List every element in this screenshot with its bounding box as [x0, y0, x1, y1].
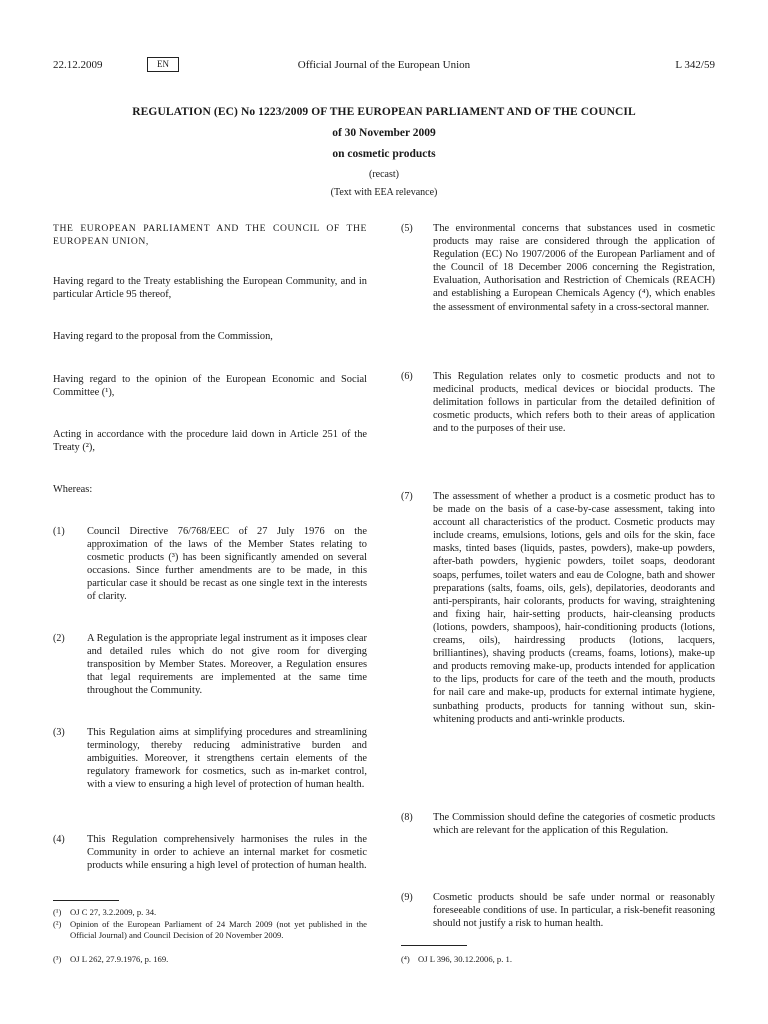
footnote-text: Opinion of the European Parliament of 24 March 2009 (not yet published in the Official Journal) and Council Decision of 20 November 2009.: [70, 919, 367, 940]
recital-number: (6): [401, 371, 413, 382]
regulation-subject: on cosmetic products: [332, 148, 436, 160]
citation-procedure: Acting in accordance with the procedure laid down in Article 251 of the Treaty (²),: [53, 429, 367, 454]
journal-title: Official Journal of the European Union: [297, 59, 471, 71]
recital-text: A Regulation is the appropriate legal instrument as it imposes clear and detailed rules which do not give room for diverging transposition by Member States. Moreover, a Regulation ensures that legal requirements are implemented at the same time throughout the Community.: [87, 633, 367, 697]
recital-text: Cosmetic products should be safe under normal or reasonably foreseeable conditions of use. In particular, a risk-benefit reasoning should not justify a risk to human health.: [433, 892, 715, 930]
recital-number: (8): [401, 812, 413, 823]
recital-text: The assessment of whether a product is a cosmetic product has to be made on the basis of a case-by-case assessment, taking into account all characteristics of the product. Cosmetic products may include creams, emulsions, lotions, gels and oils for the skin, face masks, tinted bases (liquids, pastes, powders), make-up powders, after-bath powders, hygienic powders, toilet soaps, deodorant soaps, perfumes, toilet waters and eau de Cologne, bath and shower preparations (salts, foams, oils, gels), depilatories, deodorants and anti-perspirants, hair colorants, products for waving, straightening and fixing hair, hair-setting products, hair-cleansing products (lotions, powders, shampoos), hair-conditioning products (lotions, creams, oils), hairdressing products (lotions, lacquers, brilliantines), shaving products (creams, foams, lotions), make-up and products removing make-up, products intended for application to the lips, products for care of the teeth and the mouth, products for nail care and make-up, products for external intimate hygiene, sunbathing products, products for tanning without sun, skin-whitening products and anti-wrinkle products.: [433, 491, 715, 725]
footnote-text: OJ L 262, 27.9.1976, p. 169.: [70, 954, 169, 964]
whereas-label: Whereas:: [53, 484, 93, 495]
preamble: THE EUROPEAN PARLIAMENT AND THE COUNCIL OF THE EUROPEAN UNION,: [53, 223, 367, 248]
footnote-divider: [53, 900, 119, 901]
recital-text: Council Directive 76/768/EEC of 27 July 1976 on the approximation of the laws of the Member States relating to cosmetic products (³) has been significantly amended on several occasions. Since further amendments are to be made, in this particular case it should be recast as one single text in the interests of clarity.: [87, 526, 367, 603]
citation-treaty: Having regard to the Treaty establishing the European Community, and in particular Article 95 thereof,: [53, 276, 367, 301]
recital-number: (1): [53, 526, 65, 537]
recital-number: (7): [401, 491, 413, 502]
recital-text: The Commission should define the categories of cosmetic products which are relevant for the application of this Regulation.: [433, 812, 715, 837]
recital-number: (2): [53, 633, 65, 644]
eea-relevance-note: (Text with EEA relevance): [330, 187, 438, 198]
footnote-number: (³): [53, 954, 62, 964]
recital-number: (3): [53, 727, 65, 738]
recital-text: The environmental concerns that substances used in cosmetic products may raise are considered through the application of Regulation (EC) No 1907/2006 of the European Parliament and of the Council of 18 December 2006 concerning the Registration, Evaluation, Authorisation and Restriction of Chemicals (REACH) and establishing a European Chemicals Agency (⁴), which enables the assessment of environmental safety in a cross-sectoral manner.: [433, 223, 715, 313]
footnote-number: (¹): [53, 907, 62, 917]
footnote-text: OJ L 396, 30.12.2006, p. 1.: [418, 954, 512, 964]
footnote-number: (⁴): [401, 954, 410, 964]
citation-proposal: Having regard to the proposal from the Commission,: [53, 331, 273, 342]
footnote-text: OJ C 27, 3.2.2009, p. 34.: [70, 907, 157, 917]
recital-text: This Regulation aims at simplifying procedures and streamlining terminology, thereby reducing administrative burden and ambiguities. Moreover, it strengthens certain elements of the regulatory framework for cosmetics, such as in-market control, with a view to ensuring a high level of protection of human health.: [87, 727, 367, 791]
regulation-recast-note: (recast): [369, 169, 399, 180]
recital-number: (4): [53, 834, 65, 845]
page-reference: L 342/59: [675, 59, 715, 71]
citation-esc-opinion: Having regard to the opinion of the European Economic and Social Committee (¹),: [53, 374, 367, 399]
journal-date: 22.12.2009: [53, 59, 103, 71]
recital-text: This Regulation comprehensively harmonises the rules in the Community in order to achieve an internal market for cosmetic products while ensuring a high level of protection of human health.: [87, 834, 367, 872]
footnote-divider: [401, 945, 467, 946]
recital-number: (9): [401, 892, 413, 903]
recital-text: This Regulation relates only to cosmetic products and not to medicinal products, medical devices or biocidal products. The delimitation follows in particular from the detailed definition of cosmetic products, which refers both to their areas of application and to the purposes of their use.: [433, 371, 715, 435]
language-badge: EN: [147, 57, 179, 72]
regulation-date: of 30 November 2009: [332, 127, 436, 139]
regulation-title: REGULATION (EC) No 1223/2009 OF THE EUROPEAN PARLIAMENT AND OF THE COUNCIL: [132, 106, 636, 118]
recital-number: (5): [401, 223, 413, 234]
footnote-number: (²): [53, 919, 62, 929]
